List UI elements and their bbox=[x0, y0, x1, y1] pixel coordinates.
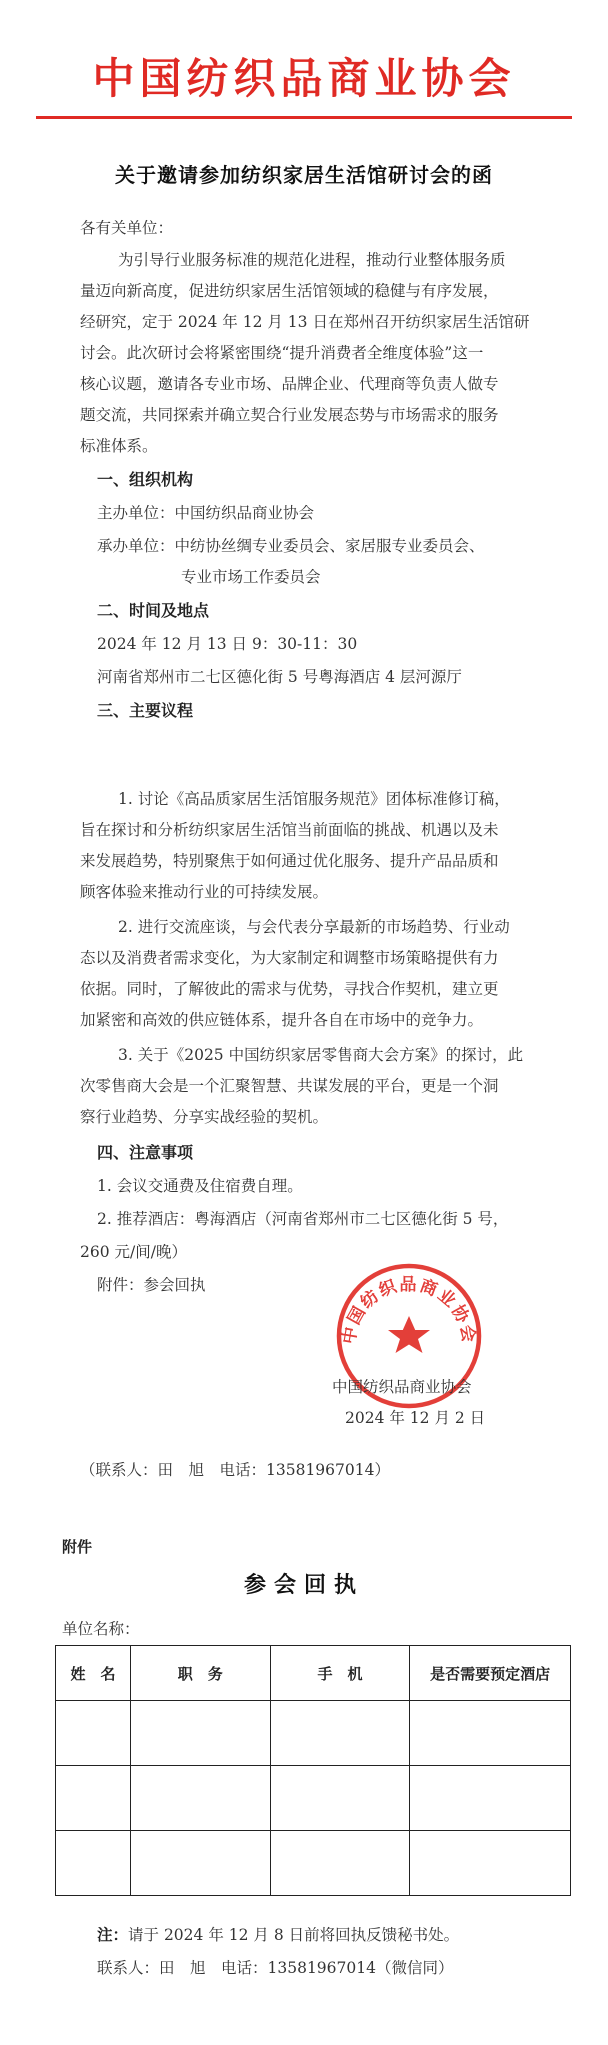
section-heading-notes: 四、注意事项 bbox=[97, 1143, 194, 1162]
agenda-line: 2. 进行交流座谈，与会代表分享最新的市场趋势、行业动 bbox=[118, 918, 510, 936]
contact-info: （联系人：田 旭 电话：13581967014） bbox=[80, 1461, 390, 1479]
col-header-name: 姓 名 bbox=[56, 1646, 131, 1701]
table-cell[interactable] bbox=[56, 1831, 131, 1896]
signature-date: 2024 年 12 月 2 日 bbox=[345, 1409, 486, 1427]
receipt-note bbox=[97, 1923, 459, 1945]
receipt-title: 参会回执 bbox=[243, 1572, 364, 1598]
agenda-line: 旨在探讨和分析纺织家居生活馆当前面临的挑战、机遇以及未 bbox=[80, 821, 499, 839]
agenda-line: 态以及消费者需求变化，为大家制定和调整市场策略提供有力 bbox=[80, 949, 499, 967]
note-hotel-price: 260 元/间/晚） bbox=[80, 1243, 187, 1261]
table-cell[interactable] bbox=[56, 1766, 131, 1831]
table-cell[interactable] bbox=[410, 1831, 571, 1896]
agenda-line: 顾客体验来推动行业的可持续发展。 bbox=[80, 883, 329, 901]
table-cell[interactable] bbox=[130, 1701, 270, 1766]
intro-line: 题交流，共同探索并确立契合行业发展态势与市场需求的服务 bbox=[80, 406, 499, 424]
unit-name-label: 单位名称： bbox=[62, 1620, 140, 1638]
intro-line: 标准体系。 bbox=[80, 437, 158, 455]
intro-line: 为引导行业服务标准的规范化进程，推动行业整体服务质 bbox=[118, 251, 506, 269]
col-header-hotel: 是否需要预定酒店 bbox=[410, 1646, 571, 1701]
section-heading-organization: 一、组织机构 bbox=[97, 470, 194, 489]
agenda-line: 察行业趋势、分享实战经验的契机。 bbox=[80, 1108, 329, 1126]
seal-ring-text: 中国纺织品商业协会 bbox=[339, 1275, 479, 1346]
intro-line: 经研究，定于 2024 年 12 月 13 日在郑州召开纺织家居生活馆研 bbox=[80, 313, 530, 331]
receipt-contact: 联系人：田 旭 电话：13581967014（微信同） bbox=[97, 1959, 454, 1977]
agenda-line: 加紧密和高效的供应链体系，提升各自在市场中的竞争力。 bbox=[80, 1011, 484, 1029]
intro-line: 核心议题，邀请各专业市场、品牌企业、代理商等负责人做专 bbox=[80, 375, 499, 393]
signature-org: 中国纺织品商业协会 bbox=[332, 1378, 472, 1396]
salutation: 各有关单位： bbox=[80, 219, 174, 237]
table-row bbox=[56, 1766, 571, 1831]
section-heading-time-place: 二、时间及地点 bbox=[97, 601, 210, 620]
agenda-line: 3. 关于《2025 中国纺织家居零售商大会方案》的探讨，此 bbox=[118, 1046, 524, 1064]
receipt-note-text: 请于 2024 年 12 月 8 日前将回执反馈秘书处。 bbox=[128, 1926, 460, 1944]
table-row bbox=[56, 1701, 571, 1766]
col-header-position: 职 务 bbox=[130, 1646, 270, 1701]
co-organizers: 承办单位：中纺协丝绸专业委员会、家居服专业委员会、 bbox=[97, 537, 485, 555]
meeting-time: 2024 年 12 月 13 日 9：30-11：30 bbox=[97, 635, 358, 653]
receipt-note-label: 注： bbox=[97, 1926, 129, 1944]
table-cell[interactable] bbox=[56, 1701, 131, 1766]
agenda-line: 依据。同时，了解彼此的需求与优势，寻找合作契机，建立更 bbox=[80, 980, 499, 998]
receipt-attachment-label: 附件 bbox=[62, 1538, 93, 1556]
attachment-note: 附件：参会回执 bbox=[97, 1276, 206, 1294]
org-header-title: 中国纺织品商业协会 bbox=[92, 54, 516, 103]
receipt-table bbox=[55, 1645, 571, 1896]
intro-line: 讨会。此次研讨会将紧密围绕“提升消费者全维度体验”这一 bbox=[80, 344, 484, 362]
seal-star-icon bbox=[388, 1316, 430, 1353]
agenda-line: 次零售商大会是一个汇聚智慧、共谋发展的平台，更是一个洞 bbox=[80, 1077, 499, 1095]
table-row bbox=[56, 1831, 571, 1896]
meeting-venue: 河南省郑州市二七区德化街 5 号粤海酒店 4 层河源厅 bbox=[97, 668, 462, 686]
co-organizers-cont: 专业市场工作委员会 bbox=[181, 568, 321, 586]
agenda-line: 1. 讨论《高品质家居生活馆服务规范》团体标准修订稿， bbox=[118, 790, 510, 808]
agenda-line: 来发展趋势，特别聚焦于如何通过优化服务、提升产品品质和 bbox=[80, 852, 499, 870]
col-header-mobile: 手 机 bbox=[270, 1646, 410, 1701]
table-cell[interactable] bbox=[130, 1766, 270, 1831]
intro-line: 量迈向新高度，促进纺织家居生活馆领域的稳健与有序发展， bbox=[80, 282, 499, 300]
letter-title: 关于邀请参加纺织家居生活馆研讨会的函 bbox=[115, 163, 493, 187]
table-cell[interactable] bbox=[410, 1701, 571, 1766]
header-divider bbox=[36, 116, 572, 119]
table-cell[interactable] bbox=[410, 1766, 571, 1831]
table-header-row bbox=[56, 1646, 571, 1701]
table-cell[interactable] bbox=[130, 1831, 270, 1896]
table-cell[interactable] bbox=[270, 1766, 410, 1831]
note-expenses: 1. 会议交通费及住宿费自理。 bbox=[97, 1177, 303, 1195]
section-heading-agenda: 三、主要议程 bbox=[97, 701, 194, 720]
note-hotel: 2. 推荐酒店：粤海酒店（河南省郑州市二七区德化街 5 号， bbox=[97, 1210, 509, 1228]
host-organizer: 主办单位：中国纺织品商业协会 bbox=[97, 504, 315, 522]
table-cell[interactable] bbox=[270, 1701, 410, 1766]
table-cell[interactable] bbox=[270, 1831, 410, 1896]
